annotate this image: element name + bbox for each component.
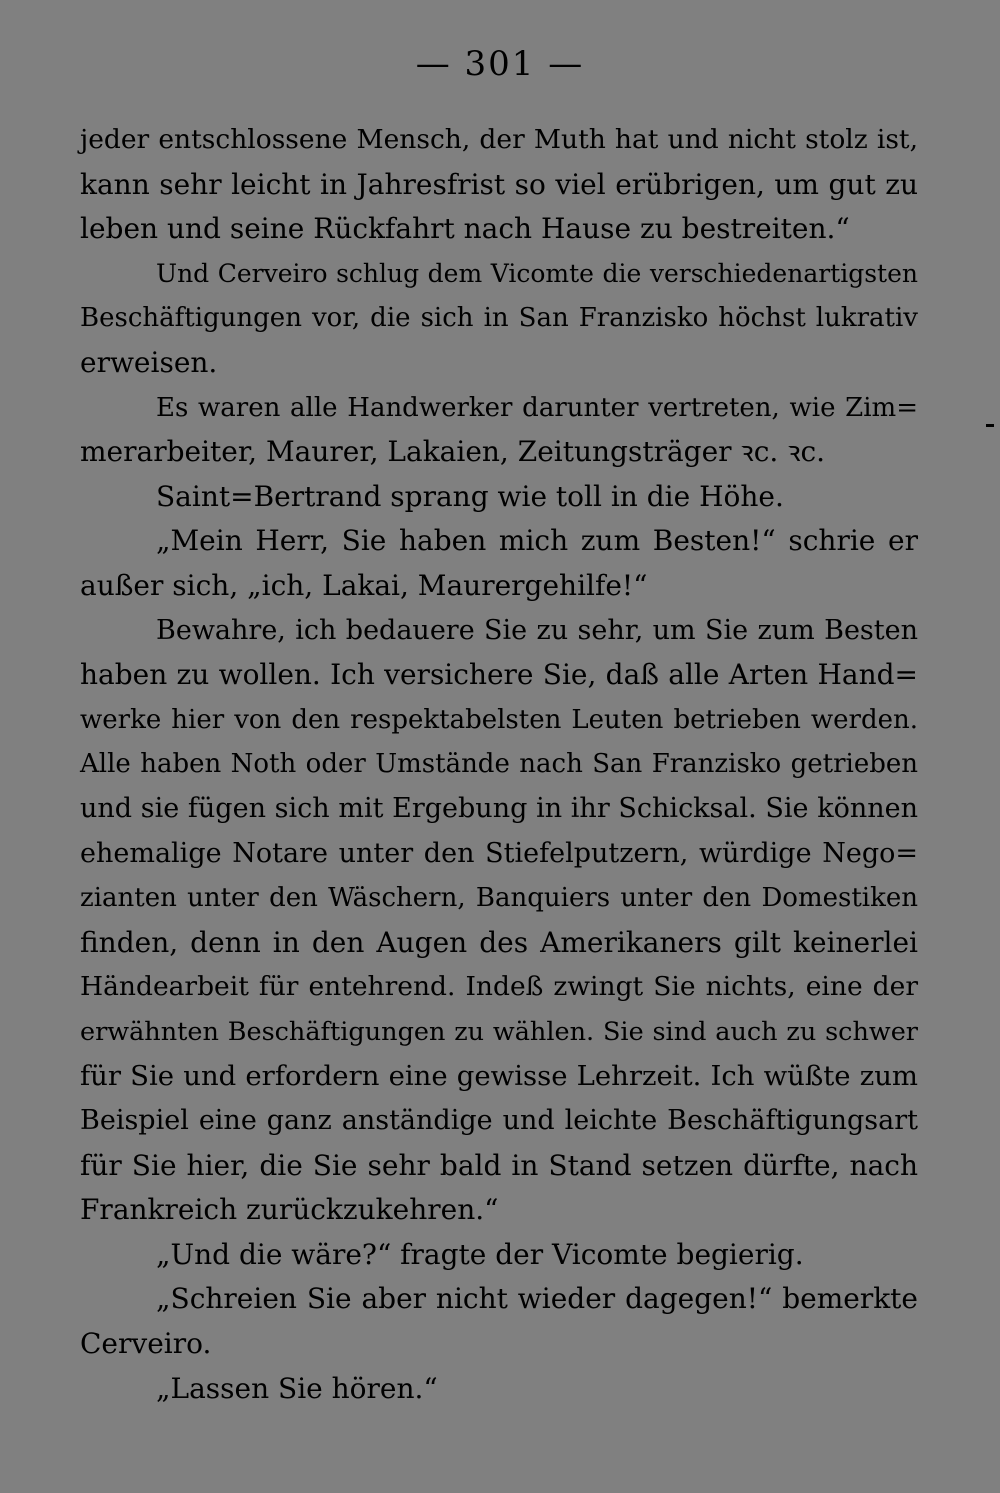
text-line: haben zu wollen. Ich versichere Sie, daß alle Arten Hand= [80,658,918,692]
text-line: leben und seine Rückfahrt nach Hause zu bestreiten.“ [80,212,850,246]
text-line: Cerveiro. [80,1327,212,1361]
page-number: — 301 — [415,44,585,84]
text-line: zianten unter den Wäschern, Banquiers unter den Domestiken [80,883,918,914]
text-line: Alle haben Noth oder Umstände nach San Franzisko getrieben [80,749,918,780]
text-line: „Mein Herr, Sie haben mich zum Besten!“ schrie er [156,524,918,558]
text-line: merarbeiter, Maurer, Lakaien, Zeitungsträger ꝛc. ꝛc. [80,435,826,469]
text-line: außer sich, „ich, Lakai, Maurergehilfe!“ [80,568,648,602]
text-line: erwähnten Beschäftigungen zu wählen. Sie sind auch zu schwer [80,1016,918,1047]
text-line: finden, denn in den Augen des Amerikaners gilt keinerlei [80,925,918,959]
text-line: Frankreich zurückzukehren.“ [80,1193,499,1227]
text-line: Und Cerveiro schlug dem Vicomte die verschiedenartigsten [156,258,918,288]
text-line: „Und die wäre?“ fragte der Vicomte begierig. [156,1237,804,1271]
text-line: „Schreien Sie aber nicht wieder dagegen!“ bemerkte [156,1282,918,1316]
text-line: Beschäftigungen vor, die sich in San Franzisko höchst lukrativ [80,303,918,334]
text-line: kann sehr leicht in Jahresfrist so viel erübrigen, um gut zu [80,167,918,201]
text-line: Saint=Bertrand sprang wie toll in die Höhe. [156,479,784,513]
text-line: erweisen. [80,345,218,379]
text-line: Händearbeit für entehrend. Indeß zwingt Sie nichts, eine der [80,971,918,1003]
text-line: und sie fügen sich mit Ergebung in ihr Schicksal. Sie können [80,792,918,824]
text-line: ehemalige Notare unter den Stiefelputzern, würdige Nego= [80,837,918,869]
text-line: Bewahre, ich bedauere Sie zu sehr, um Sie zum Besten [156,614,918,646]
margin-mark [986,424,994,427]
text-line: für Sie und erfordern eine gewisse Lehrzeit. Ich wüßte zum [80,1060,918,1093]
body-text [80,118,918,1411]
text-line: für Sie hier, die Sie sehr bald in Stand setzen dürfte, nach [80,1148,918,1182]
text-line: werke hier von den respektabelsten Leuten betrieben werden. [80,704,918,735]
text-line: „Lassen Sie hören.“ [156,1371,438,1405]
text-line: Es waren alle Handwerker darunter vertreten, wie Zim= [156,392,918,423]
text-line: jeder entschlossene Mensch, der Muth hat und nicht stolz ist, [80,124,918,155]
text-line: Beispiel eine ganz anständige und leichte Beschäftigungsart [80,1105,918,1137]
